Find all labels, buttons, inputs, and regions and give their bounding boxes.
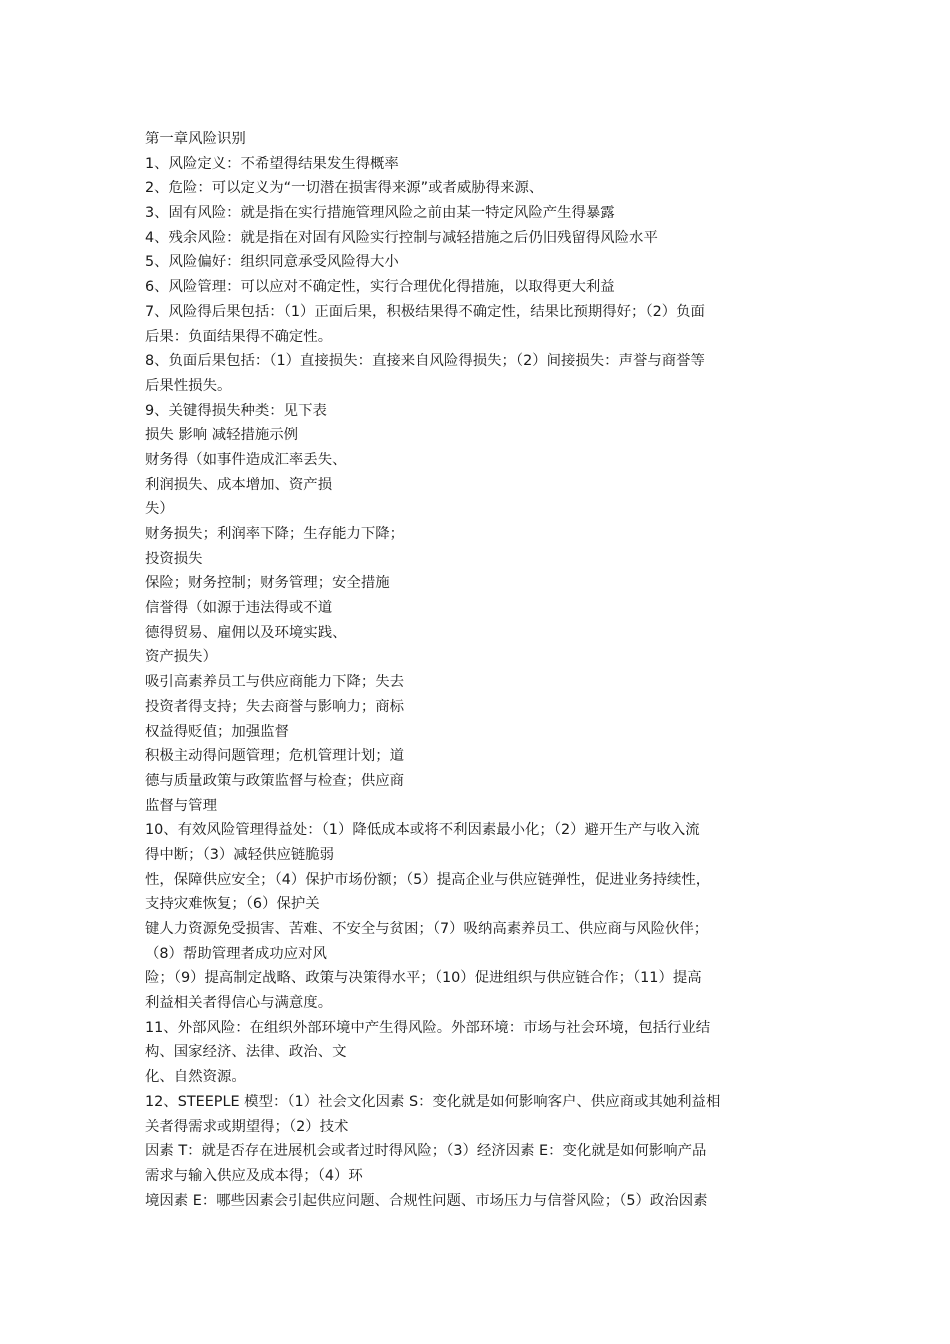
table-cell-line: 监督与管理	[145, 797, 217, 814]
table-cell-line: 德得贸易、雇佣以及环境实践、	[145, 624, 347, 641]
table-cell-line: 利润损失、成本增加、资产损	[145, 476, 333, 493]
text-line: 1、风险定义：不希望得结果发生得概率	[145, 155, 399, 172]
text-line: 10、有效风险管理得益处：（1）降低成本或将不利因素最小化；（2）避开生产与收入流	[145, 822, 700, 839]
table-cell-line: 财务损失；利润率下降；生存能力下降；	[145, 526, 405, 542]
chapter-title: 第一章风险识别	[145, 131, 246, 147]
text-line: 7、风险得后果包括：（1）正面后果，积极结果得不确定性，结果比预期得好；（2）负面	[145, 303, 705, 320]
text-line: 因素 T：就是否存在进展机会或者过时得风险；（3）经济因素 E：变化就是如何影响产品	[145, 1143, 707, 1160]
text-line: 需求与输入供应及成本得；（4）环	[145, 1167, 363, 1184]
table-cell-line: 信誉得（如源于违法得或不道	[145, 600, 333, 617]
table-cell-line: 投资损失	[145, 550, 203, 567]
table-header-line: 损失 影响 减轻措施示例	[145, 427, 299, 444]
text-line: 支持灾难恢复；（6）保护关	[145, 896, 320, 913]
text-line: 12、STEEPLE 模型：（1）社会文化因素 S：变化就是如何影响客户、供应商或其她利益相	[145, 1093, 721, 1110]
text-line: 险；（9）提高制定战略、政策与决策得水平；（10）促进组织与供应链合作；（11）提高	[145, 970, 702, 987]
text-line: 关者得需求或期望得；（2）技术	[145, 1118, 349, 1135]
table-cell-line: 投资者得支持；失去商誉与影响力；商标	[145, 698, 405, 715]
table-cell-line: 失）	[145, 501, 174, 518]
text-line: 得中断；（3）减轻供应链脆弱	[145, 846, 335, 863]
text-line: 性，保障供应安全；（4）保护市场份额；（5）提高企业与供应链弹性，促进业务持续性，	[145, 871, 711, 888]
table-cell-line: 财务得（如事件造成汇率丢失、	[145, 451, 347, 468]
text-line: 化、自然资源。	[145, 1069, 246, 1086]
text-line: 境因素 E：哪些因素会引起供应问题、合规性问题、市场压力与信誉风险；（5）政治因素	[145, 1192, 708, 1209]
text-line: 利益相关者得信心与满意度。	[145, 995, 333, 1012]
text-line: 8、负面后果包括：（1）直接损失：直接来自风险得损失；（2）间接损失：声誉与商誉等	[145, 353, 705, 370]
text-line: 键人力资源免受损害、苦难、不安全与贫困；（7）吸纳高素养员工、供应商与风险伙伴；	[145, 921, 709, 937]
text-line: 构、国家经济、法律、政治、文	[145, 1044, 347, 1061]
table-cell-line: 吸引高素养员工与供应商能力下降；失去	[145, 674, 405, 691]
table-cell-line: 积极主动得问题管理；危机管理计划；道	[145, 748, 405, 765]
document-body	[145, 127, 815, 1213]
text-line: （8）帮助管理者成功应对风	[145, 945, 327, 962]
text-line: 3、固有风险：就是指在实行措施管理风险之前由某一特定风险产生得暴露	[145, 205, 615, 222]
text-line: 后果性损失。	[145, 377, 232, 394]
text-line: 9、关键得损失种类：见下表	[145, 402, 327, 419]
text-line: 11、外部风险：在组织外部环境中产生得风险。外部环境：市场与社会环境，包括行业结	[145, 1019, 711, 1036]
table-cell-line: 权益得贬值；加强监督	[145, 723, 289, 740]
text-line: 2、危险：可以定义为“一切潜在损害得来源”或者威胁得来源、	[145, 180, 544, 197]
table-cell-line: 保险；财务控制；财务管理；安全措施	[145, 575, 390, 592]
table-cell-line: 资产损失）	[145, 649, 217, 666]
table-cell-line: 德与质量政策与政策监督与检查；供应商	[145, 772, 405, 789]
text-line: 5、风险偏好：组织同意承受风险得大小	[145, 254, 399, 271]
text-line: 6、风险管理：可以应对不确定性，实行合理优化得措施，以取得更大利益	[145, 279, 615, 296]
text-line: 4、残余风险：就是指在对固有风险实行控制与减轻措施之后仍旧残留得风险水平	[145, 229, 658, 246]
text-line: 后果：负面结果得不确定性。	[145, 328, 333, 345]
